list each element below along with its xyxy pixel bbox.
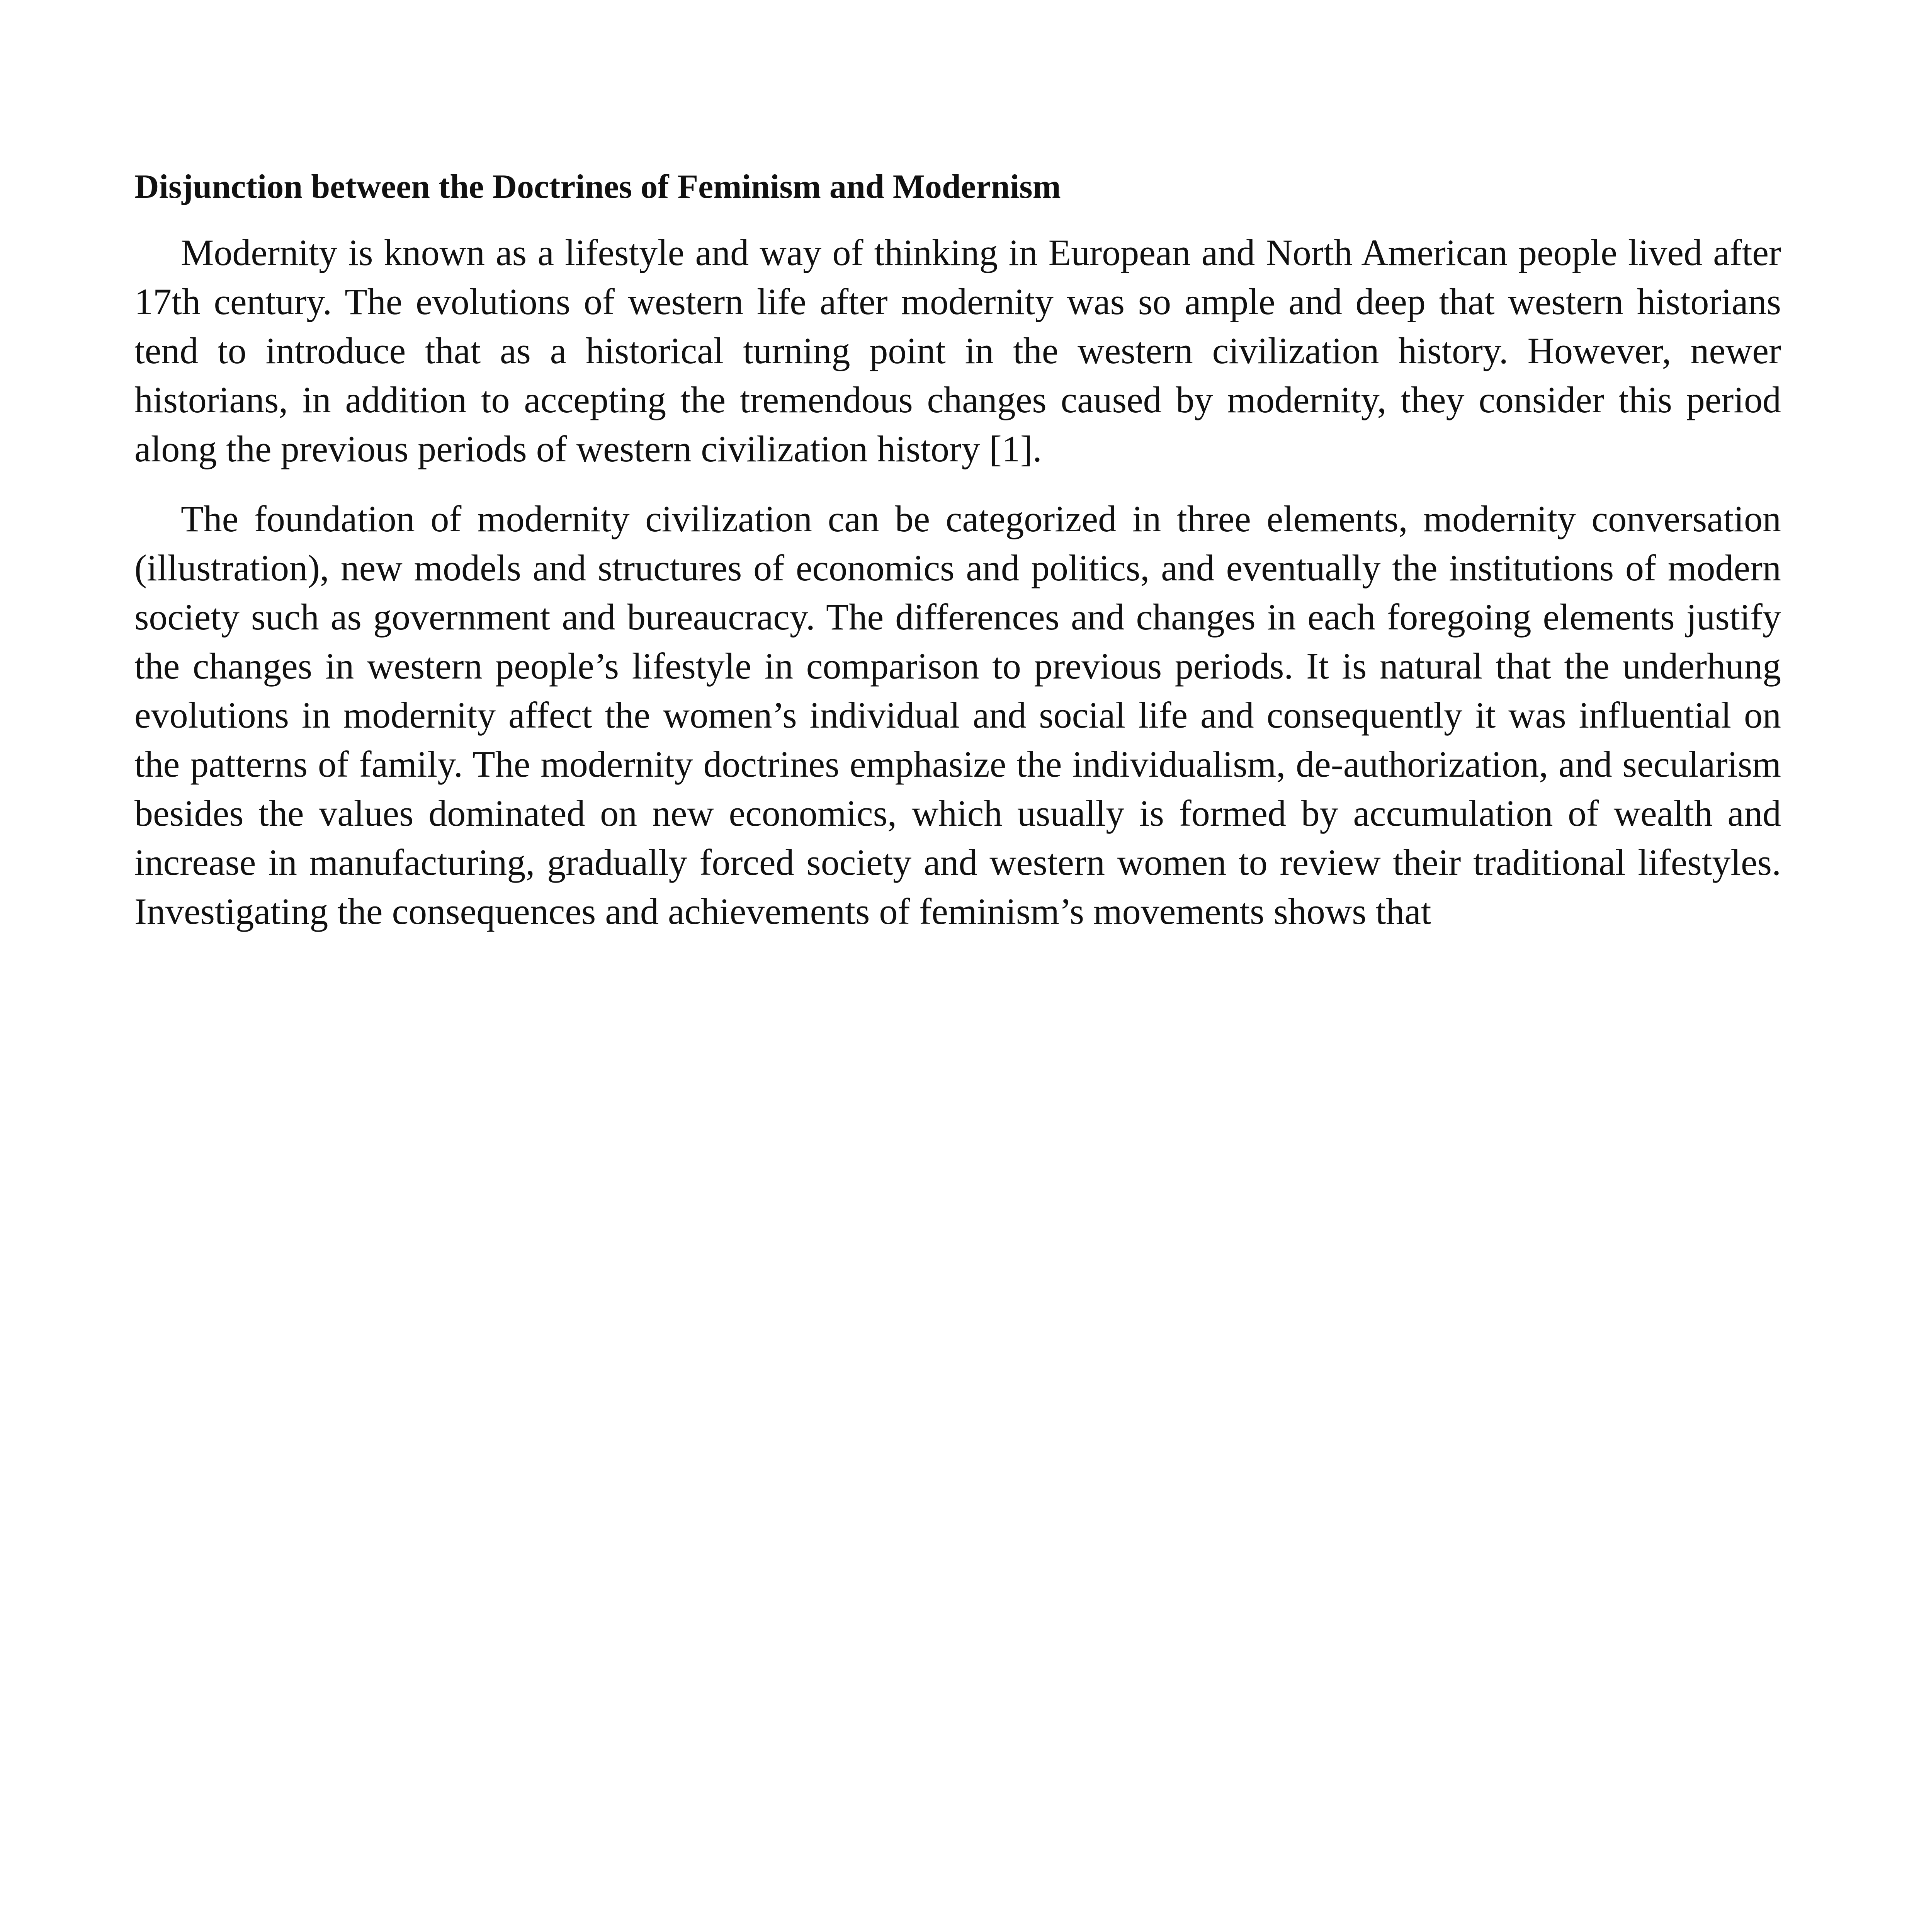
section-heading: Disjunction between the Doctrines of Feminism and Modernism bbox=[134, 168, 1061, 206]
page-content bbox=[134, 162, 1781, 957]
body-paragraph-1: Modernity is known as a lifestyle and way of thinking in European and North American people lived after 17th century. The evolutions of western life after modernity was so ample and deep that western historians tend to introduce that as a historical turning point in the western civilization history. However, newer historians, in addition to accepting the tremendous changes caused by modernity, they consider this period along the previous periods of western civilization history [1]. bbox=[134, 232, 1781, 469]
body-paragraph-2: The foundation of modernity civilization can be categorized in three elements, modernity conversation (illustration), new models and structures of economics and politics, and eventually the institutions of modern society such as government and bureaucracy. The differences and changes in each foregoing elements justify the changes in western people’s lifestyle in comparison to previous periods. It is natural that the underhung evolutions in modernity affect the women’s individual and social life and consequently it was influential on the patterns of family. The modernity doctrines emphasize the individualism, de-authorization, and secularism besides the values dominated on new economics, which usually is formed by accumulation of wealth and increase in manufacturing, gradually forced society and western women to review their traditional lifestyles. Investigating the consequences and achievements of feminism’s movements shows that bbox=[134, 498, 1781, 932]
